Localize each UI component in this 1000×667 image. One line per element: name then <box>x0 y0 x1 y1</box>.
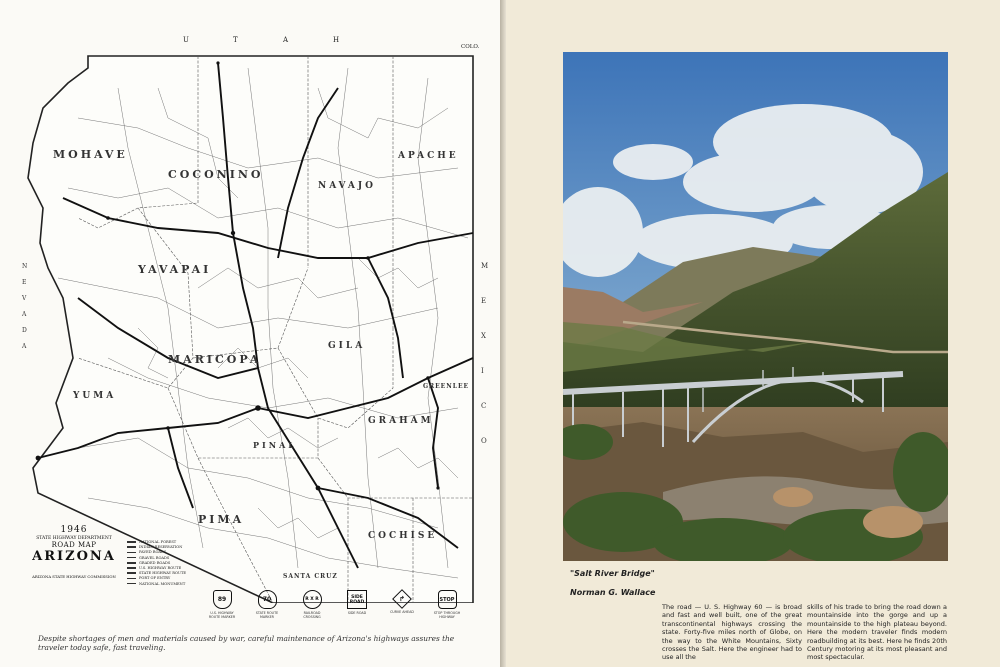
map-state-label-t: T <box>233 36 238 44</box>
county-label-santa-cruz: SANTA CRUZ <box>283 573 338 580</box>
state-route-icon: 70 <box>258 590 277 609</box>
railroad-crossing-sign <box>295 590 329 619</box>
county-label-maricopa: MARICOPA <box>168 353 262 366</box>
mexico-letter-2: E <box>481 297 487 305</box>
nevada-letter-4: A <box>22 311 27 318</box>
county-label-apache: APACHE <box>398 151 459 161</box>
curve-ahead-icon: ↱ <box>392 589 412 609</box>
county-label-yavapai: YAVAPAI <box>138 263 212 276</box>
legend-item: PAVED ROADS <box>127 550 209 555</box>
county-label-pinal: PINAL <box>253 440 297 450</box>
us-route-sign <box>205 590 239 619</box>
arizona-road-map <box>18 28 488 603</box>
nevada-letter-1: N <box>22 263 28 270</box>
stop-sign-icon: STOP <box>438 590 457 609</box>
map-title-state: ARIZONA <box>32 549 116 564</box>
map-caption: Despite shortages of men and materials caused by war, careful maintenance of Arizona's highways assures the traveler today safe, fast traveling. <box>38 634 455 652</box>
photo-credit: Norman G. Wallace <box>570 588 656 597</box>
map-title-block <box>30 525 118 579</box>
salt-river-bridge-photo <box>563 52 948 561</box>
map-state-label-a: A <box>283 36 289 44</box>
legend-item: INDIAN RESERVATION <box>127 545 209 550</box>
mexico-letter-5: C <box>481 402 487 410</box>
article-column-2: skills of his trade to bring the road down a mountainside into the gorge and up a mountainside to the high plateau beyond. Here the modern traveler finds modern roadbuilding at its best. Here he finds 20th Century motoring at its most pleasant and most spectacular. <box>807 603 947 662</box>
mexico-letter-4: I <box>481 367 484 375</box>
county-label-mohave: MOHAVE <box>53 148 128 161</box>
legend-item: GRAVEL ROADS <box>127 556 209 561</box>
county-label-graham: GRAHAM <box>368 416 434 426</box>
county-label-navajo: NAVAJO <box>318 181 376 191</box>
sign-label: RAILROAD CROSSING <box>303 611 321 619</box>
legend-item: U.S. HIGHWAY ROUTE <box>127 566 209 571</box>
curve-sign <box>385 590 419 614</box>
legend-item: STATE HIGHWAY ROUTE <box>127 571 209 576</box>
map-department: STATE HIGHWAY DEPARTMENT <box>36 536 112 541</box>
article-column-1: The road — U. S. Highway 60 — is broad and fast and well built, one of the great transcontinental highways crossing the state. Forty-five miles north of Globe, on the way to the White Mountains, Sixty crosses the Salt. Here the engineer had to use all the <box>662 603 802 662</box>
mexico-letter-1: M <box>481 262 488 270</box>
legend-item: NATIONAL MONUMENT <box>127 582 209 587</box>
county-label-pima: PIMA <box>198 513 245 526</box>
county-label-yuma: YUMA <box>73 391 117 401</box>
mexico-letter-3: X <box>481 332 486 340</box>
railroad-crossing-icon: R X R <box>303 590 322 609</box>
map-year: 1946 <box>60 525 88 535</box>
map-title-line1: ROAD MAP <box>51 541 97 549</box>
county-label-greenlee: GREENLEE <box>423 383 470 390</box>
legend-item: PORT OF ENTRY <box>127 576 209 581</box>
legend-item: NATIONAL FOREST <box>127 540 209 545</box>
map-publisher: ARIZONA STATE HIGHWAY COMMISSION <box>32 574 116 579</box>
sign-label: SIDE ROAD <box>347 611 367 615</box>
map-colo-label: COLO. <box>461 44 480 50</box>
county-label-gila: GILA <box>328 341 366 351</box>
sign-label: U.S. HIGHWAY ROUTE MARKER <box>208 611 236 619</box>
side-road-icon: SIDE ROAD <box>347 590 367 609</box>
state-outline <box>28 56 473 603</box>
nevada-letter-2: E <box>22 279 27 286</box>
side-road-sign <box>340 590 374 615</box>
sign-label: STATE ROUTE MARKER <box>255 611 279 619</box>
county-label-coconino: COCONINO <box>168 168 264 181</box>
map-legend <box>127 540 209 587</box>
map-state-label-u: U <box>183 36 189 44</box>
county-label-cochise: COCHISE <box>368 531 438 541</box>
sign-label: CURVE AHEAD <box>390 610 414 614</box>
mexico-letter-6: O <box>481 437 487 445</box>
state-route-sign <box>250 590 284 619</box>
us-shield-icon: 89 <box>213 590 232 609</box>
photo-title: "Salt River Bridge" <box>570 569 655 578</box>
nevada-letter-6: A <box>22 343 27 350</box>
nevada-letter-3: V <box>22 295 27 302</box>
map-state-label-h: H <box>333 36 340 44</box>
legend-item: GRADED ROADS <box>127 561 209 566</box>
sign-label: STOP THROUGH HIGHWAY <box>433 611 461 619</box>
stop-sign <box>430 590 464 619</box>
nevada-letter-5: D <box>22 327 27 334</box>
